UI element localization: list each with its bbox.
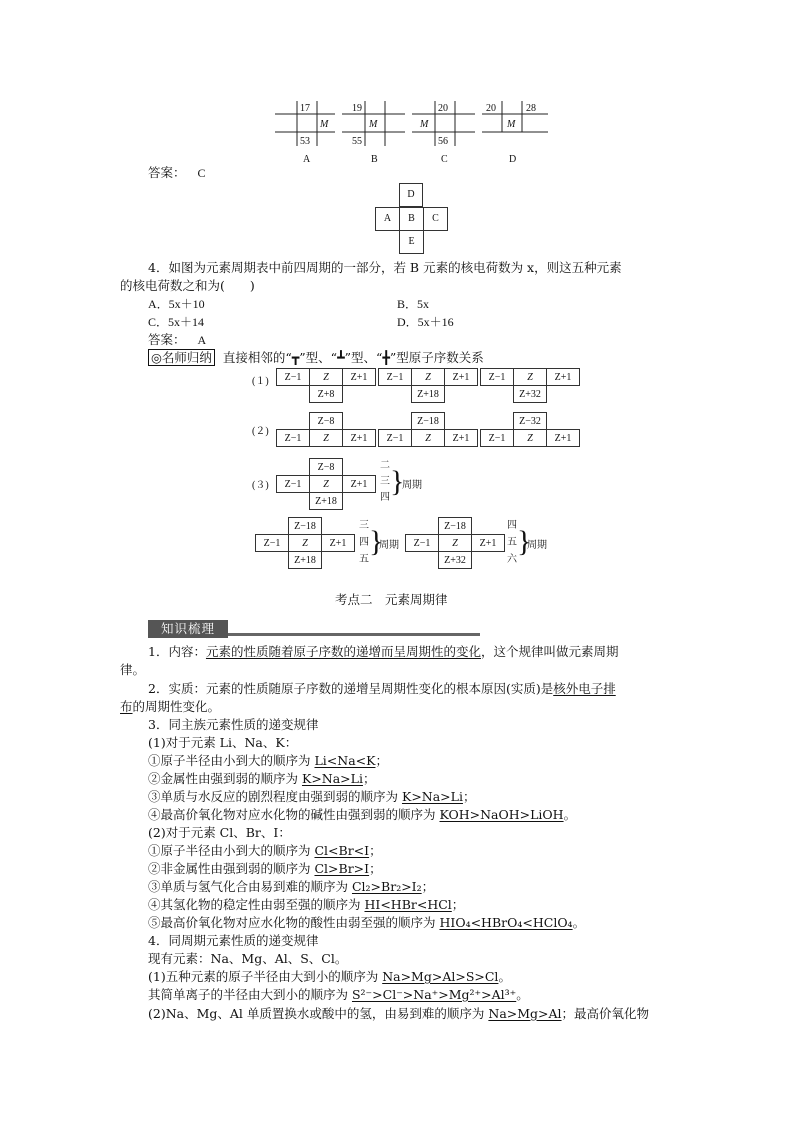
content-m2 xyxy=(148,860,382,878)
cross-figure xyxy=(375,183,449,255)
cell-zp32: Z+32 xyxy=(438,551,472,569)
content-m3 xyxy=(148,878,434,896)
cell-zp1: Z+1 xyxy=(342,429,376,447)
period-4: 四 xyxy=(380,492,390,503)
option-a-bottom: 53 xyxy=(300,136,310,147)
cell-zm1: Z−1 xyxy=(480,429,514,447)
option-b-mid: M xyxy=(369,119,378,130)
text: 。 xyxy=(563,807,577,822)
cell-zm1: Z−1 xyxy=(276,368,310,386)
answer-underlined: 核外电子排 xyxy=(553,681,616,696)
row1-label: (１) xyxy=(252,376,269,387)
content-p2 xyxy=(148,680,616,698)
cell-zm1: Z−1 xyxy=(405,534,439,552)
options-figure xyxy=(270,96,555,168)
option-b-letter: B xyxy=(371,154,378,165)
period-4: 四 xyxy=(507,520,517,531)
text: ； xyxy=(362,771,376,786)
content-l2 xyxy=(148,770,375,788)
answer-underlined: HIO₄<HBrO₄<HClO₄ xyxy=(439,915,573,930)
pattern-row-3 xyxy=(252,458,452,512)
cell-zm18: Z−18 xyxy=(288,517,322,535)
content-n1 xyxy=(148,968,511,986)
answer-underlined: Li<Na<K xyxy=(314,753,376,768)
content-m1 xyxy=(148,842,382,860)
content-p4: 4．同周期元素性质的递变规律 xyxy=(148,933,319,948)
content-m5 xyxy=(148,914,585,932)
answer-underlined: Na>Mg>Al>S>Cl xyxy=(382,969,499,984)
text: (1)五种元素的原子半径由大到小的顺序为 xyxy=(148,969,383,984)
cell-z: Z xyxy=(513,429,547,447)
content-l3 xyxy=(148,788,475,806)
cell-z: Z xyxy=(309,368,343,386)
content-l1 xyxy=(148,752,388,770)
cell-e: E xyxy=(399,230,424,254)
cell-z: Z xyxy=(309,475,343,493)
answer-value: A xyxy=(197,333,207,347)
text: 。 xyxy=(498,969,511,984)
cell-zm1: Z−1 xyxy=(378,429,412,447)
q4-choice-b: B．5x xyxy=(397,297,430,311)
q4-line-2: 的核电荷数之和为( ) xyxy=(120,278,255,293)
content-p1-cont: 律。 xyxy=(120,662,146,677)
row3-label: (３) xyxy=(252,480,269,491)
cell-c: C xyxy=(423,207,448,231)
cell-zp18: Z+18 xyxy=(309,492,343,510)
cell-zp1: Z+1 xyxy=(342,475,376,493)
cell-zm1: Z−1 xyxy=(378,368,412,386)
answer-1 xyxy=(148,164,205,182)
cell-d: D xyxy=(399,183,423,207)
cell-zp32: Z+32 xyxy=(513,385,547,403)
text: ①原子半径由小到大的顺序为 xyxy=(148,753,315,768)
cell-zp8: Z+8 xyxy=(309,385,343,403)
period-4: 四 xyxy=(359,537,369,548)
option-b-top: 19 xyxy=(352,103,362,114)
answer-underlined: Cl₂>Br₂>I₂ xyxy=(351,879,422,894)
text: ④其氢化物的稳定性由弱至强的顺序为 xyxy=(148,897,365,912)
option-b-bottom: 55 xyxy=(352,136,362,147)
content-p3-1: (1)对于元素 Li、Na、K： xyxy=(148,735,298,750)
q4-line-1: 4．如图为元素周期表中前四周期的一部分，若 B 元素的核电荷数为 x，则这五种元素 xyxy=(148,260,622,275)
cell-z: Z xyxy=(309,429,343,447)
text: ④最高价氧化物对应水化物的碱性由强到弱的顺序为 xyxy=(148,807,440,822)
period-5: 五 xyxy=(507,537,517,548)
cell-zm1: Z−1 xyxy=(276,429,310,447)
text: ①原子半径由小到大的顺序为 xyxy=(148,843,315,858)
tip-badge: ◎名师归纳 xyxy=(148,349,215,366)
text: ； xyxy=(369,861,382,876)
cell-z: Z xyxy=(438,534,472,552)
q4-choice-c: C．5x＋14 xyxy=(148,315,205,329)
cell-zp1: Z+1 xyxy=(546,429,580,447)
cell-z: Z xyxy=(411,429,445,447)
brace-icon: } xyxy=(369,525,384,558)
cell-zp1: Z+1 xyxy=(546,368,580,386)
option-d-letter: D xyxy=(509,154,517,165)
cell-z: Z xyxy=(288,534,322,552)
option-c-top: 20 xyxy=(438,103,448,114)
option-d-top-right: 28 xyxy=(526,103,536,114)
content-n2 xyxy=(148,986,529,1004)
text: 。 xyxy=(516,987,529,1002)
answer-underlined: K>Na>Li xyxy=(301,771,363,786)
text: 。 xyxy=(572,915,586,930)
text: ；最高价氧化物 xyxy=(561,1006,650,1021)
text: ，这个规律叫做元素周期 xyxy=(480,644,619,659)
cell-zm1: Z−1 xyxy=(480,368,514,386)
answer-underlined: S²⁻>Cl⁻>Na⁺>Mg²⁺>Al³⁺ xyxy=(351,987,517,1002)
option-c-mid: M xyxy=(420,119,429,130)
content-p3: 3．同主族元素性质的递变规律 xyxy=(148,717,319,732)
cell-zm1: Z−1 xyxy=(276,475,310,493)
tip-line xyxy=(148,349,484,367)
cell-zp18: Z+18 xyxy=(411,385,445,403)
period-list xyxy=(380,458,390,506)
period-3: 三 xyxy=(380,476,390,487)
answer-label: 答案： xyxy=(148,332,186,347)
cell-zp18: Z+18 xyxy=(288,551,322,569)
pattern-row-2 xyxy=(252,412,582,448)
cell-zp1: Z+1 xyxy=(444,429,478,447)
text: 2．实质：元素的性质随原子序数的递增呈周期性变化的根本原因(实质)是 xyxy=(148,681,554,696)
period-6: 六 xyxy=(507,554,517,565)
period-word: 周期 xyxy=(379,540,399,551)
text: ； xyxy=(375,753,388,768)
pattern-row-4 xyxy=(255,517,585,573)
content-p3-2: (2)对于元素 Cl、Br、I： xyxy=(148,825,291,840)
content-n3 xyxy=(148,1005,649,1023)
period-2: 二 xyxy=(380,460,390,471)
brace-icon: } xyxy=(517,525,532,558)
knowledge-banner xyxy=(148,620,480,638)
text: ； xyxy=(451,897,465,912)
answer-underlined: 元素的性质随着原子序数的递增而呈周期性的变化 xyxy=(205,644,481,659)
text: (2)Na、Mg、Al 单质置换水或酸中的氢，由易到难的顺序为 xyxy=(148,1006,489,1021)
period-3: 三 xyxy=(359,520,369,531)
text: ③单质与水反应的剧烈程度由强到弱的顺序为 xyxy=(148,789,402,804)
cell-z: Z xyxy=(411,368,445,386)
answer-underlined: 布 xyxy=(120,699,133,714)
content-p4-1: 现有元素：Na、Mg、Al、S、Cl。 xyxy=(148,951,348,966)
answer-underlined: Na>Mg>Al xyxy=(488,1006,562,1021)
text: ⑤最高价氧化物对应水化物的酸性由弱至强的顺序为 xyxy=(148,915,440,930)
answer-underlined: KOH>NaOH>LiOH xyxy=(439,807,564,822)
text: 其简单离子的半径由大到小的顺序为 xyxy=(148,987,352,1002)
content-p1 xyxy=(148,643,618,661)
cell-zm8: Z−8 xyxy=(309,412,343,430)
cell-zm18: Z−18 xyxy=(411,412,445,430)
answer-underlined: HI<HBr<HCl xyxy=(364,897,452,912)
answer-value: C xyxy=(197,166,206,180)
option-c-letter: C xyxy=(441,154,448,165)
banner-rule xyxy=(228,633,480,636)
answer-underlined: Cl<Br<I xyxy=(314,843,370,858)
text: ； xyxy=(421,879,435,894)
row2-label: (２) xyxy=(252,426,269,437)
cell-zp1: Z+1 xyxy=(342,368,376,386)
text: ③单质与氢气化合由易到难的顺序为 xyxy=(148,879,352,894)
content-l4 xyxy=(148,806,576,824)
section-title: 考点二 元素周期律 xyxy=(335,592,448,607)
option-a-mid: M xyxy=(320,119,329,130)
banner-label: 知识梳理 xyxy=(148,620,228,638)
option-d-top-left: 20 xyxy=(486,103,496,114)
option-a-top: 17 xyxy=(300,103,310,114)
option-c-bottom: 56 xyxy=(438,136,448,147)
text: ②非金属性由强到弱的顺序为 xyxy=(148,861,315,876)
answer-label: 答案： xyxy=(148,165,186,180)
answer-underlined: Cl>Br>I xyxy=(314,861,370,876)
period-5: 五 xyxy=(359,554,369,565)
option-d-mid: M xyxy=(507,119,516,130)
text: 的周期性变化。 xyxy=(132,699,221,714)
text: ； xyxy=(462,789,476,804)
cell-a: A xyxy=(375,207,400,231)
cell-zp1: Z+1 xyxy=(321,534,355,552)
period-list xyxy=(507,517,517,568)
period-word: 周期 xyxy=(402,480,422,491)
brace-icon: } xyxy=(390,465,405,498)
period-list xyxy=(359,517,369,568)
q4-choice-d: D．5x＋16 xyxy=(397,315,454,329)
cell-b: B xyxy=(399,207,424,231)
text: ②金属性由强到弱的顺序为 xyxy=(148,771,302,786)
cell-zm8: Z−8 xyxy=(309,458,343,476)
cell-zp1: Z+1 xyxy=(444,368,478,386)
tip-text: 直接相邻的“┳”型、“┻”型、“╋”型原子序数关系 xyxy=(222,350,484,365)
content-p2-cont xyxy=(120,698,220,716)
period-word: 周期 xyxy=(527,540,547,551)
cell-zm1: Z−1 xyxy=(255,534,289,552)
cell-zm32: Z−32 xyxy=(513,412,547,430)
text: ； xyxy=(369,843,382,858)
text: 1．内容： xyxy=(148,644,206,659)
cell-zp1: Z+1 xyxy=(471,534,505,552)
q4-choice-a: A．5x＋10 xyxy=(148,297,205,311)
cell-zm18: Z−18 xyxy=(438,517,472,535)
option-a-letter: A xyxy=(303,154,311,165)
pattern-row-1 xyxy=(252,368,582,404)
answer-2 xyxy=(148,331,206,349)
cell-z: Z xyxy=(513,368,547,386)
answer-underlined: K>Na>Li xyxy=(401,789,463,804)
content-m4 xyxy=(148,896,464,914)
